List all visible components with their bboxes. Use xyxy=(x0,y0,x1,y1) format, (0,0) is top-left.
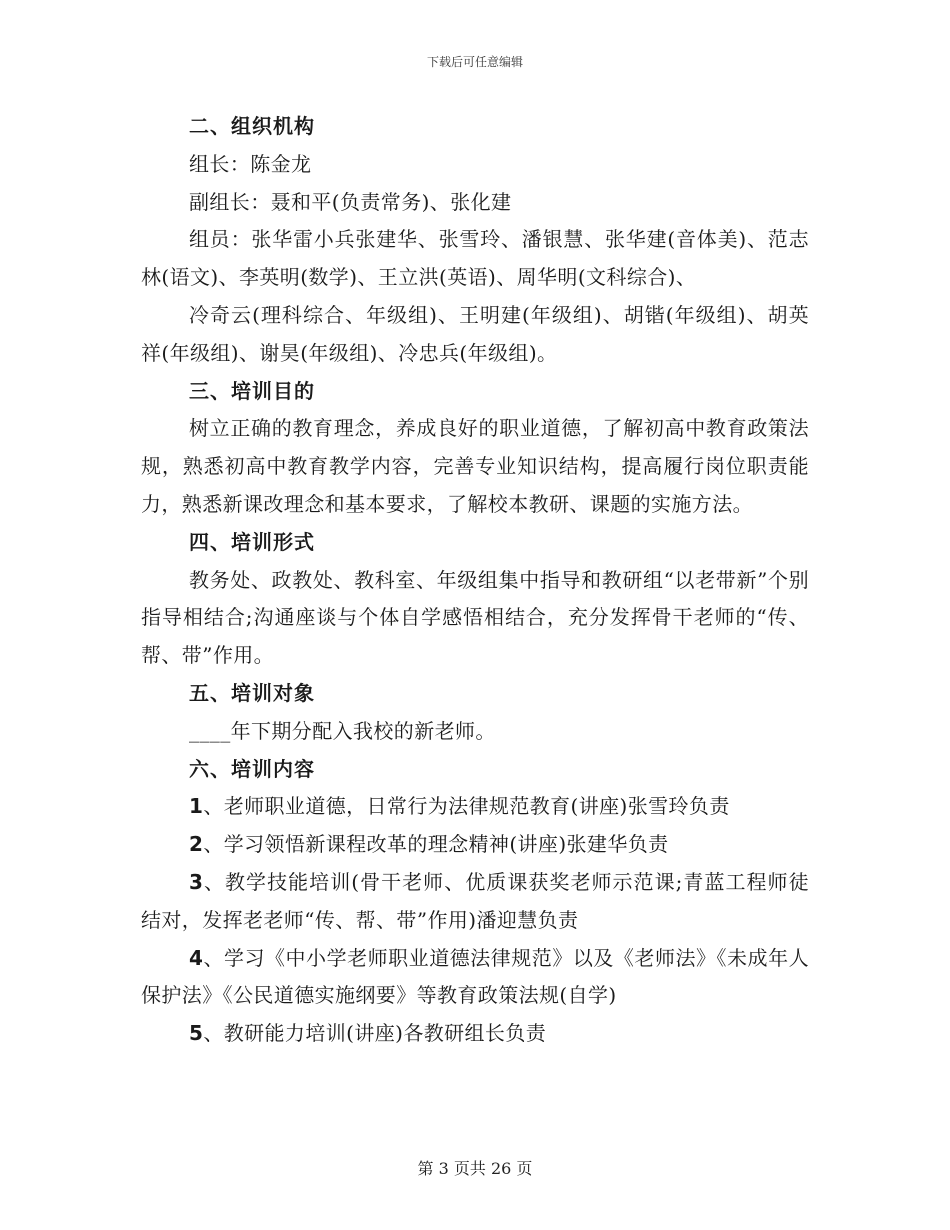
content-item-number: 3 xyxy=(189,869,204,894)
org-members-2: 冷奇云(理科综合、年级组)、王明建(年级组)、胡锴(年级组)、胡英祥(年级组)、谢昊(年级组)、冷忠兵(年级组)。 xyxy=(141,302,809,365)
org-leader: 组长：陈金龙 xyxy=(189,151,312,176)
content-item-text: 、学习领悟新课程改革的理念精神(讲座)张建华负责 xyxy=(203,832,669,857)
content-item-1 xyxy=(141,788,809,826)
header-note: 下载后可任意编辑 xyxy=(426,55,523,69)
section-title-form: 四、培训形式 xyxy=(189,529,315,554)
content-item-text: 、教学技能培训(骨干老师、优质课获奖老师示范课;青蓝工程师徒结对，发挥老老师“传、帮、带”作用)潘迎慧负责 xyxy=(141,869,809,932)
content-item-text: 、学习《中小学老师职业道德法律规范》以及《老师法》《未成年人保护法》《公民道德实施纲要》等教育政策法规(自学) xyxy=(141,945,809,1008)
form-text: 教务处、政教处、教科室、年级组集中指导和教研组“以老带新”个别指导相结合;沟通座谈与个体自学感悟相结合，充分发挥骨干老师的“传、帮、带”作用。 xyxy=(141,567,809,668)
goal-text: 树立正确的教育理念，养成良好的职业道德，了解初高中教育政策法规，熟悉初高中教育教学内容，完善专业知识结构，提高履行岗位职责能力，熟悉新课改理念和基本要求，了解校本教研、课题的实施方法。 xyxy=(141,416,809,516)
section-title-content: 六、培训内容 xyxy=(189,756,315,781)
content-item-3 xyxy=(141,864,809,940)
target-text: ____年下期分配入我校的新老师。 xyxy=(189,718,496,743)
content-item-number: 5 xyxy=(189,1021,204,1046)
section-title-org: 二、组织机构 xyxy=(189,114,315,138)
document-body xyxy=(141,108,809,1053)
section-title-goal: 三、培训目的 xyxy=(189,378,315,403)
content-item-number: 2 xyxy=(189,832,204,857)
content-item-2 xyxy=(141,826,809,864)
content-item-text: 、教研能力培训(讲座)各教研组长负责 xyxy=(203,1021,547,1046)
content-item-text: 、老师职业道德，日常行为法律规范教育(讲座)张雪玲负责 xyxy=(203,794,730,819)
org-vice-leader: 副组长：聂和平(负责常务)、张化建 xyxy=(189,189,512,214)
content-item-5 xyxy=(141,1015,809,1053)
content-item-number: 1 xyxy=(189,794,204,819)
content-item-4 xyxy=(141,940,809,1016)
section-title-target: 五、培训对象 xyxy=(189,680,315,705)
page-number: 第 3 页共 26 页 xyxy=(417,1159,533,1178)
org-members-1: 组员：张华雷小兵张建华、张雪玲、潘银慧、张华建(音体美)、范志林(语文)、李英明(数学)、王立洪(英语)、周华明(文科综合)、 xyxy=(141,227,809,290)
content-item-number: 4 xyxy=(189,945,204,970)
